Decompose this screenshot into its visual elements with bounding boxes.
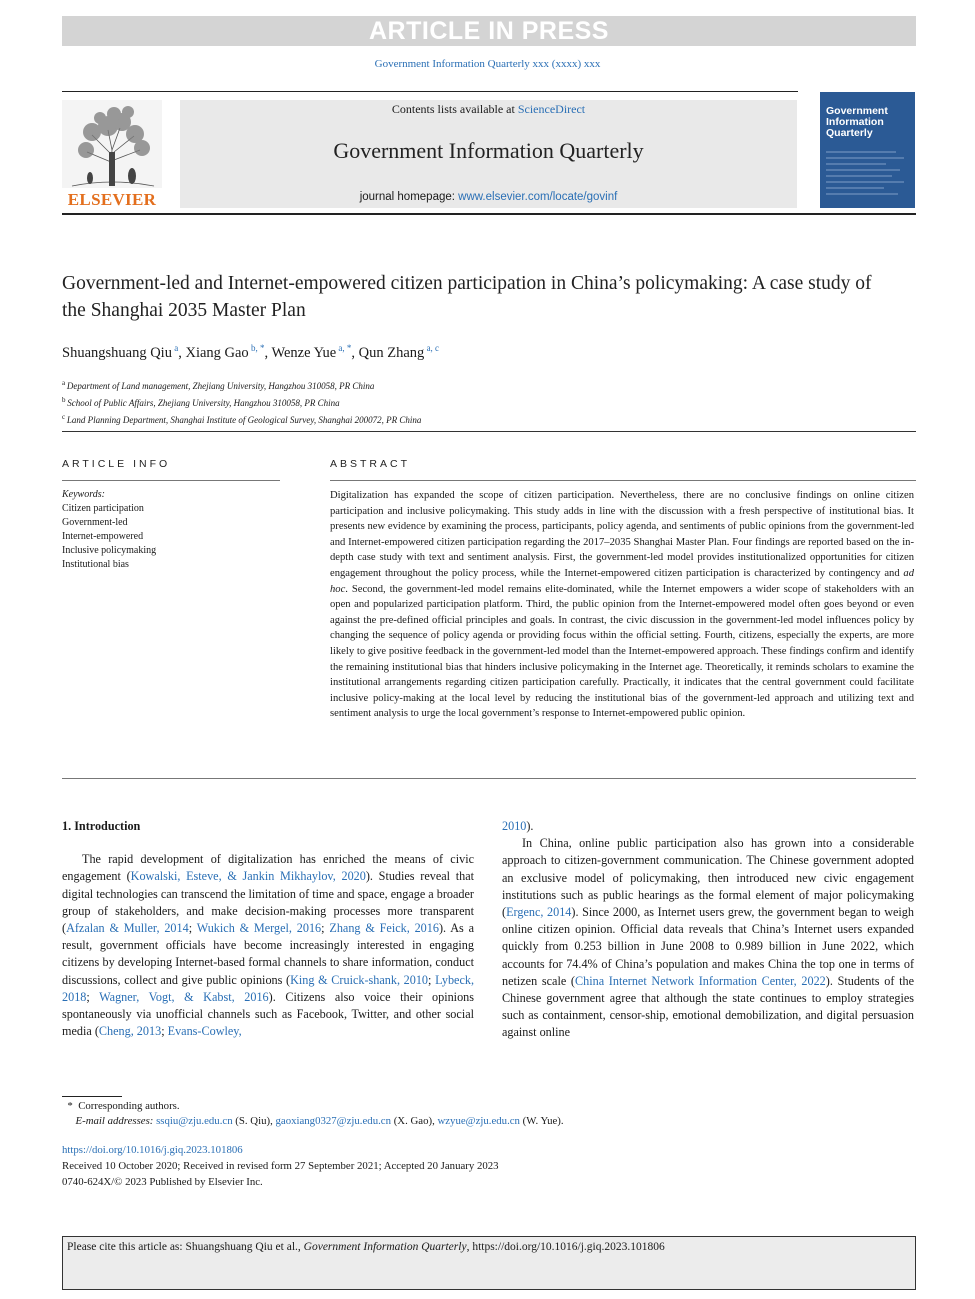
affiliation: $^b$ School of Public Affairs, Zhejiang University, Hangzhou 310058, PR China <box>62 396 340 408</box>
citation-text <box>67 1241 665 1253</box>
email-link-yue[interactable]: wzyue@zju.edu.cn <box>437 1115 520 1127</box>
received-dates: Received 10 October 2020; Received in revised form 27 September 2021; Accepted 20 January 2023 <box>62 1160 499 1172</box>
abstract-part-2: . Second, the government-led model remains elite-dominated, while the Internet empowers a wider scope of stakeholders with an open and popularized participation platform. Third, the public opinion from the Internet-empowered model often goes beyond or even against the pre-defined official principles and goals. In contrast, the civic discussion in the government-led model influences policy by changing the sequence of policy agenda or providing focus within the official setting. Fourth, citizens, especially the experts, are more likely to give positive feedback in the government-led model than the Internet-empowered approach. These findings confirm and identify the remaining institutional bias that hinders inclusive policymaking in the Internet age. Theoretically, it reminds scholars to examine the institutional arrangements regarding citizen participation carefully. Practically, it indicates that the central government could facilitate inclusive policy-making at the local level by reducing the institutional bias of the government-led approach and utilizing text and sentiment analysis to urge the local government’s response to Internet-empowered public opinion. <box>330 583 914 720</box>
corresponding-label: Corresponding authors. <box>78 1100 180 1112</box>
author-affiliation-marker[interactable]: a, c <box>424 343 440 353</box>
abstract-heading: ABSTRACT <box>330 458 411 470</box>
email-link-qiu[interactable]: ssqiu@zju.edu.cn <box>156 1115 233 1127</box>
copyright-line: 0740-624X/© 2023 Published by Elsevier Inc. <box>62 1176 263 1188</box>
homepage-prefix: journal homepage: <box>359 191 459 203</box>
citation-link[interactable]: China Internet Network Information Center, 2022 <box>575 973 826 988</box>
citation-link[interactable]: Wagner, Vogt, & Kabst, 2016 <box>99 989 269 1004</box>
footnote-rule <box>62 1096 122 1097</box>
journal-homepage-line <box>180 191 797 203</box>
citation-link[interactable]: Afzalan & Muller, 2014 <box>66 921 189 936</box>
author-affiliation-marker[interactable]: a <box>171 343 179 353</box>
contents-line <box>180 102 797 117</box>
citation-box <box>62 1236 916 1290</box>
citation-prefix: Please cite this article as: Shuangshuang Qiu et al., <box>67 1241 304 1253</box>
body-column-right <box>502 818 914 1042</box>
citation-doi: , https://doi.org/10.1016/j.giq.2023.101806 <box>466 1241 665 1253</box>
masthead-bottom-rule <box>62 213 916 215</box>
article-info-heading: ARTICLE INFO <box>62 458 171 470</box>
citation-link[interactable]: Wukich & Mergel, 2016 <box>196 921 322 936</box>
keyword: Institutional bias <box>62 559 129 570</box>
author-name: Qun Zhang <box>358 344 425 361</box>
email-link-gao[interactable]: gaoxiang0327@zju.edu.cn <box>275 1115 391 1127</box>
footnotes <box>62 1099 564 1129</box>
affiliation: $^a$ Department of Land management, Zhejiang University, Hangzhou 310058, PR China <box>62 379 375 391</box>
abstract-part-1: Digitalization has expanded the scope of citizen participation. Nevertheless, there are no conclusive findings on online citizen participation and inclusive policymaking. This study adds in line with the discussion with a fresh perspective of institutional bias. It presents new evidence by examining the process, participants, policy agenda, and sentiments of public opinions from the government-led and Internet-empowered citizen participation regarding the 2017–2035 Shanghai Master Plan. Four findings are reported based on the in-depth case study with text and sentiment analysis. First, the government-led model provides institutionalized opportunities for citizen engagement throughout the policy process, while the Internet-empowered citizen participation is characterized by contingency and <box>330 490 914 579</box>
journal-title: Government Information Quarterly <box>333 138 644 163</box>
author-name: Shuangshuang Qiu <box>62 344 172 361</box>
keyword: Citizen participation <box>62 503 144 514</box>
citation-link[interactable]: Kowalski, Esteve, & Jankin Mikhaylov, 2020 <box>130 869 366 884</box>
article-in-press-banner: ARTICLE IN PRESS <box>62 16 916 46</box>
affiliation-marker: a <box>62 379 67 387</box>
citation-link[interactable]: Zhang & Feick, 2016 <box>329 921 439 936</box>
intro-paragraph-1: The rapid development of digitalization has enriched the means of civic engagement (Kowalski, Esteve, & Jankin Mikhaylov, 2020). Studies reveal that digital technologies can transcend the limitation of time and space, engage a broader group of stakeholders, and make decision-making processes more transparent (Afzalan & Muller, 2014; Wukich & Mergel, 2016; Zhang & Feick, 2016). As a result, government officials have become increasingly interested in engaging citizens by developing Internet-based formal channels to share information, conduct discussions, collect and give public opinions (King & Cruick-shank, 2010; Lybeck, 2018; Wagner, Vogt, & Kabst, 2016). Citizens also voice their opinions spontaneously via unofficial channels such as Facebook, Twitter, and other social media (Cheng, 2013; Evans-Cowley, <box>62 852 475 1039</box>
article-info-rule <box>62 480 280 481</box>
cover-title: Government Information Quarterly <box>826 105 888 139</box>
keyword: Government-led <box>62 517 128 528</box>
citation-link[interactable]: Cheng, 2013 <box>98 1024 162 1039</box>
intro-paragraph-2: In China, online public participation also has grown into a considerable approach to citizen-government communication. The Chinese government adopted an exclusive model of policymaking, then introduced new civic engagement institutions such as public hearings as the formal element of major policymaking (Ergenc, 2014). Since 2000, as Internet users grew, the government began to weigh online citizen opinion. Official data reveals that China’s Internet users expanded quickly from 0.253 billion in June 2008 to 0.989 billion in June 2022, which accounts for 74.4% of China’s population and makes China the top one in terms of netizen scale (China Internet Network Information Center, 2022). Students of the Chinese government agree that although the state continues to employ strategies such as containment, censor-ship, emotional demobilization, and digital persuasion against online <box>502 836 914 1040</box>
doi-link[interactable]: https://doi.org/10.1016/j.giq.2023.101806 <box>62 1144 243 1156</box>
author-list: Shuangshuang Qiu $^a$, Xiang Gao $^{b, *}$, Wenze Yue $^{a, *}$, Qun Zhang $^{a, c}$ <box>62 343 440 361</box>
masthead-top-rule <box>62 91 798 92</box>
affiliation-marker: c <box>62 413 67 421</box>
affiliation-list <box>62 376 421 427</box>
header-divider <box>62 431 916 432</box>
author-affiliation-marker[interactable]: a, * <box>336 343 352 353</box>
journal-cover-thumbnail[interactable] <box>820 92 915 208</box>
homepage-link[interactable]: www.elsevier.com/locate/govinf <box>458 191 618 203</box>
citation-link[interactable]: Ergenc, 2014 <box>506 905 572 920</box>
contents-prefix: Contents lists available at <box>391 102 518 116</box>
elsevier-wordmark: ELSEVIER <box>67 190 157 209</box>
citation-link[interactable]: 2010 <box>502 819 527 833</box>
citation-link[interactable]: Evans-Cowley, <box>167 1024 242 1039</box>
journal-masthead <box>180 100 797 208</box>
author-name: Xiang Gao <box>185 344 249 361</box>
journal-reference[interactable]: Government Information Quarterly xxx (xxxx) xxx <box>374 58 601 70</box>
citation-link[interactable]: Lybeck, 2018 <box>62 972 474 1004</box>
corresponding-authors-note: * Corresponding authors. <box>62 1100 180 1112</box>
intro-paragraph-1-continued: 2010). <box>502 819 534 833</box>
email-addresses: E-mail addresses: ssqiu@zju.edu.cn (S. Qiu), gaoxiang0327@zju.edu.cn (X. Gao), wzyue@zju.edu.cn (W. Yue). <box>75 1115 564 1127</box>
author-affiliation-marker[interactable]: b, * <box>248 343 265 353</box>
email-label: E-mail addresses: <box>75 1115 154 1127</box>
article-title: Government-led and Internet-empowered citizen participation in China’s policymaking: A case study of the Shanghai 2035 Master Plan <box>62 273 872 321</box>
cover-decoration <box>826 148 908 200</box>
keywords-label: Keywords: <box>62 489 105 500</box>
abstract-italic: ad hoc <box>330 567 914 595</box>
keywords-block <box>62 488 156 572</box>
keyword: Inclusive policymaking <box>62 545 157 556</box>
abstract-rule <box>330 480 916 481</box>
abstract-bottom-rule <box>62 778 916 779</box>
author-name: Wenze Yue <box>271 344 337 361</box>
email-owner: (X. Gao) <box>393 1115 433 1127</box>
body-column-left <box>62 818 474 1040</box>
keyword: Internet-empowered <box>62 531 144 542</box>
citation-journal: Government Information Quarterly <box>303 1241 467 1253</box>
section-heading-introduction: 1. Introduction <box>62 819 141 833</box>
affiliation: $^c$ Land Planning Department, Shanghai Institute of Geological Survey, Shanghai 200072, PR China <box>62 413 422 425</box>
email-owner: (S. Qiu) <box>235 1115 271 1127</box>
email-owner: (W. Yue). <box>522 1115 564 1127</box>
affiliation-marker: b <box>62 396 68 404</box>
publication-info <box>62 1142 499 1190</box>
sciencedirect-link[interactable]: ScienceDirect <box>517 102 586 116</box>
citation-link[interactable]: King & Cruick-shank, 2010 <box>290 972 429 987</box>
abstract-text <box>330 488 914 722</box>
